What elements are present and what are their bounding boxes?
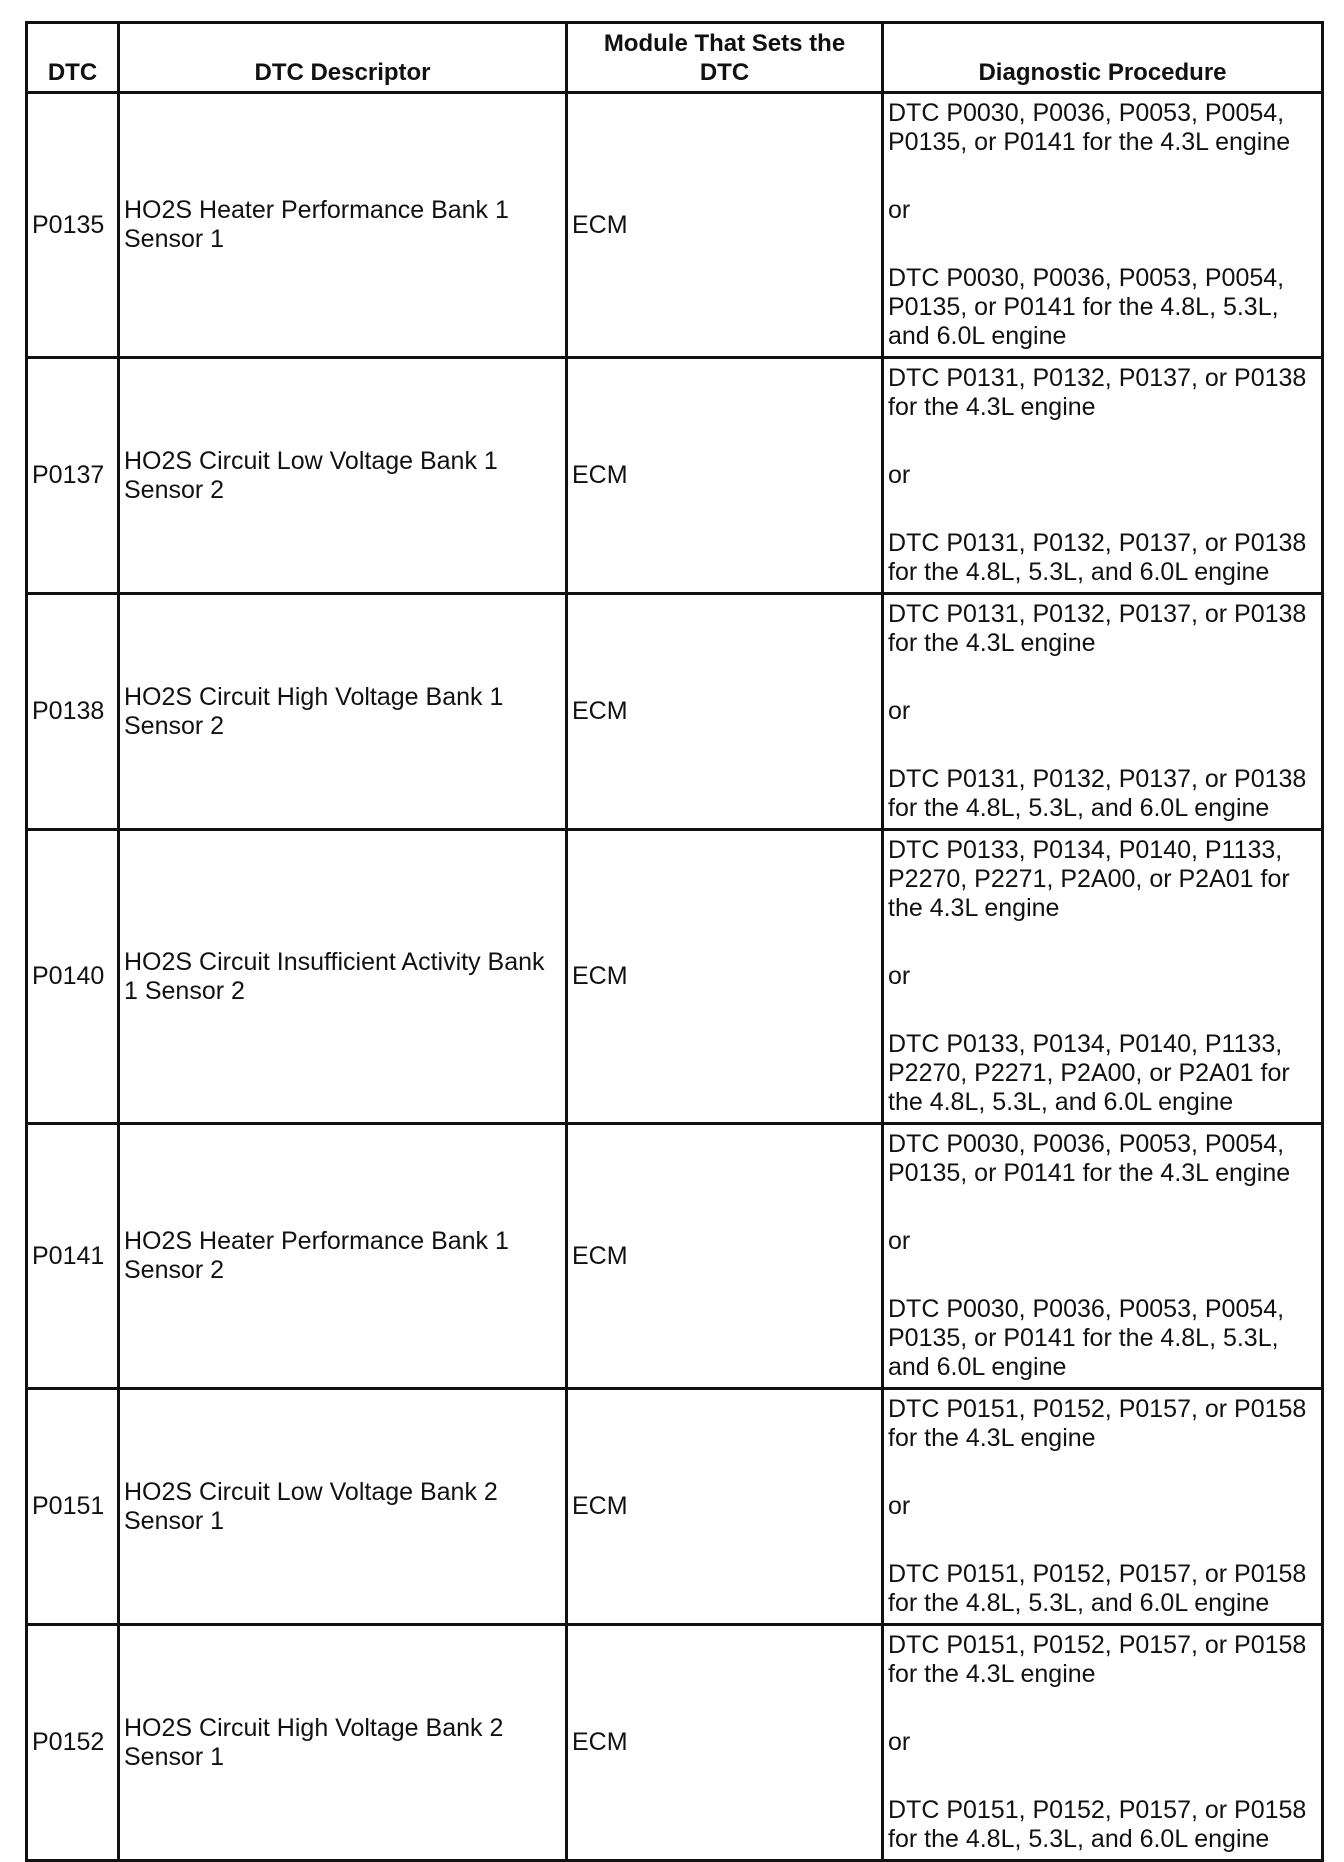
procedure-or: or [888, 1227, 911, 1255]
diagnostic-procedure [883, 594, 1323, 830]
table-row [27, 1625, 1323, 1861]
module-name: ECM [567, 1389, 883, 1625]
procedure-4-3l: DTC P0151, P0152, P0157, or P0158 for the 4.3L engine [888, 1631, 1307, 1688]
dtc-code: P0141 [27, 1124, 119, 1389]
procedure-4-8l: DTC P0151, P0152, P0157, or P0158 for the 4.8L, 5.3L, and 6.0L engine [888, 1796, 1307, 1853]
procedure-or: or [888, 461, 911, 489]
header-dtc: DTC [27, 23, 119, 93]
module-name: ECM [567, 1625, 883, 1861]
procedure-or: or [888, 196, 911, 224]
procedure-4-8l: DTC P0131, P0132, P0137, or P0138 for the 4.8L, 5.3L, and 6.0L engine [888, 529, 1307, 586]
dtc-code: P0137 [27, 358, 119, 594]
procedure-4-3l: DTC P0131, P0132, P0137, or P0138 for the 4.3L engine [888, 600, 1307, 657]
dtc-code: P0138 [27, 594, 119, 830]
dtc-table [25, 21, 1324, 1862]
procedure-or: or [888, 962, 911, 990]
procedure-4-8l: DTC P0131, P0132, P0137, or P0138 for the 4.8L, 5.3L, and 6.0L engine [888, 765, 1307, 822]
procedure-or: or [888, 1728, 911, 1756]
module-name: ECM [567, 1124, 883, 1389]
procedure-4-8l: DTC P0030, P0036, P0053, P0054, P0135, or P0141 for the 4.8L, 5.3L, and 6.0L engine [888, 1295, 1285, 1381]
procedure-or: or [888, 697, 911, 725]
procedure-4-3l: DTC P0151, P0152, P0157, or P0158 for the 4.3L engine [888, 1395, 1307, 1452]
module-name: ECM [567, 358, 883, 594]
procedure-4-3l: DTC P0133, P0134, P0140, P1133, P2270, P2271, P2A00, or P2A01 for the 4.3L engine [888, 836, 1290, 922]
table-row [27, 1124, 1323, 1389]
dtc-descriptor: HO2S Circuit Low Voltage Bank 1 Sensor 2 [119, 358, 567, 594]
diagnostic-procedure [883, 1124, 1323, 1389]
dtc-descriptor: HO2S Heater Performance Bank 1 Sensor 2 [119, 1124, 567, 1389]
dtc-descriptor: HO2S Circuit Low Voltage Bank 2 Sensor 1 [119, 1389, 567, 1625]
procedure-or: or [888, 1492, 911, 1520]
table-row [27, 358, 1323, 594]
procedure-4-8l: DTC P0151, P0152, P0157, or P0158 for the 4.8L, 5.3L, and 6.0L engine [888, 1560, 1307, 1617]
procedure-4-3l: DTC P0131, P0132, P0137, or P0138 for the 4.3L engine [888, 364, 1307, 421]
diagnostic-procedure [883, 93, 1323, 358]
dtc-descriptor: HO2S Circuit High Voltage Bank 1 Sensor 2 [119, 594, 567, 830]
dtc-code: P0140 [27, 830, 119, 1124]
module-name: ECM [567, 830, 883, 1124]
module-name: ECM [567, 594, 883, 830]
diagnostic-procedure [883, 1625, 1323, 1861]
module-name: ECM [567, 93, 883, 358]
header-descriptor: DTC Descriptor [119, 23, 567, 93]
procedure-4-8l: DTC P0030, P0036, P0053, P0054, P0135, or P0141 for the 4.8L, 5.3L, and 6.0L engine [888, 264, 1285, 350]
dtc-code: P0152 [27, 1625, 119, 1861]
dtc-descriptor: HO2S Circuit High Voltage Bank 2 Sensor 1 [119, 1625, 567, 1861]
dtc-descriptor: HO2S Heater Performance Bank 1 Sensor 1 [119, 93, 567, 358]
dtc-descriptor: HO2S Circuit Insufficient Activity Bank 1 Sensor 2 [119, 830, 567, 1124]
table-row [27, 1389, 1323, 1625]
procedure-4-3l: DTC P0030, P0036, P0053, P0054, P0135, or P0141 for the 4.3L engine [888, 1130, 1291, 1187]
table-row [27, 830, 1323, 1124]
procedure-4-8l: DTC P0133, P0134, P0140, P1133, P2270, P2271, P2A00, or P2A01 for the 4.8L, 5.3L, and 6.0L engine [888, 1030, 1290, 1116]
header-procedure: Diagnostic Procedure [883, 23, 1323, 93]
header-module: Module That Sets the DTC [567, 23, 883, 93]
dtc-code: P0151 [27, 1389, 119, 1625]
diagnostic-procedure [883, 1389, 1323, 1625]
diagnostic-procedure [883, 358, 1323, 594]
dtc-code: P0135 [27, 93, 119, 358]
table-row [27, 594, 1323, 830]
diagnostic-procedure [883, 830, 1323, 1124]
table-row [27, 93, 1323, 358]
procedure-4-3l: DTC P0030, P0036, P0053, P0054, P0135, or P0141 for the 4.3L engine [888, 99, 1291, 156]
table-header-row [27, 23, 1323, 93]
